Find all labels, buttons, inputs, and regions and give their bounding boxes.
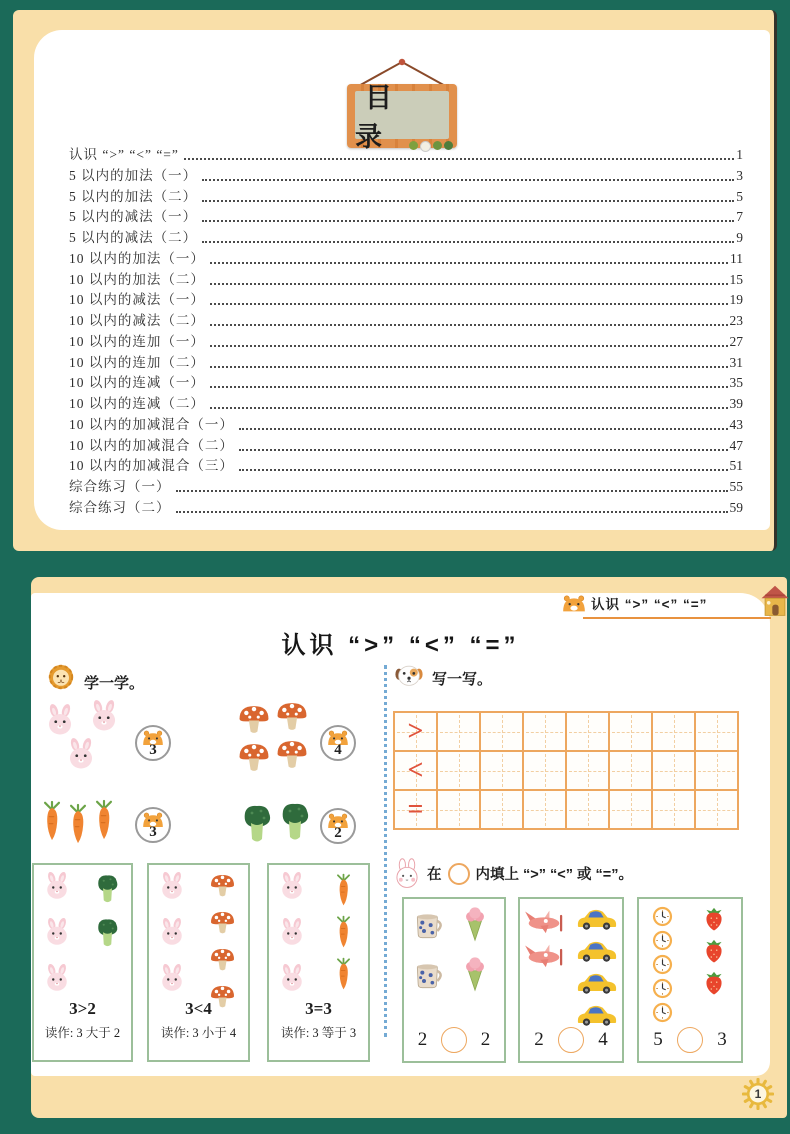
clock-icon	[653, 907, 672, 926]
toc-leader-dots	[210, 303, 728, 305]
mushroom-icon	[211, 949, 234, 970]
toc-sign-title: 目 录	[355, 91, 449, 139]
practice-cell[interactable]	[695, 712, 738, 751]
fill-section-heading	[393, 858, 633, 889]
plane-icon	[525, 945, 561, 968]
car-icon	[578, 974, 616, 994]
ice-cream-icon	[466, 907, 484, 940]
practice-cell[interactable]	[437, 790, 480, 829]
fill-problem-box	[518, 897, 624, 1063]
practice-cell[interactable]	[480, 790, 523, 829]
toc-entry-label: 10 以内的连减（二）	[69, 396, 205, 411]
example-reading: 读作: 3 等于 3	[280, 1026, 357, 1040]
toc-entry-label: 10 以内的加减混合（三）	[69, 458, 234, 474]
toc-entry-page: 59	[729, 499, 743, 515]
carrot-icon	[338, 959, 349, 990]
toc-leader-dots	[184, 158, 734, 160]
toc-entry-page: 31	[729, 354, 743, 370]
lesson-header-tab	[559, 585, 787, 623]
rabbit-icon	[282, 963, 303, 991]
toc-entry-label: 10 以内的加法（二）	[69, 271, 205, 287]
toc-entry	[69, 480, 743, 495]
rabbit-icon	[48, 703, 71, 734]
rabbit-icon	[162, 871, 183, 899]
fill-problem-box	[637, 897, 743, 1063]
toc-entry-page: 27	[729, 333, 743, 349]
count-badge-value: 4	[334, 742, 342, 758]
practice-cell[interactable]	[566, 790, 609, 829]
page-number: 1	[754, 1087, 762, 1101]
practice-cell[interactable]	[695, 751, 738, 790]
toc-leader-dots	[210, 345, 728, 347]
bok-choy-icon	[245, 806, 270, 842]
fill-instruction-prefix: 在	[427, 867, 442, 883]
answer-circle[interactable]	[441, 1027, 467, 1053]
toc-entry-page: 11	[730, 250, 743, 266]
example-expression: 3=3	[305, 999, 332, 1018]
lesson-tab-label: 认识 “>” “<” “=”	[591, 597, 708, 612]
toc-leader-dots	[202, 179, 734, 181]
strawberry-icon	[706, 908, 721, 931]
toc-entry	[69, 418, 743, 433]
carrot-icon	[338, 875, 349, 906]
toc-entry	[69, 335, 743, 350]
car-icon	[578, 942, 616, 962]
rabbit-icon	[69, 737, 92, 768]
toc-page-paper	[34, 30, 770, 530]
plane-icon	[525, 911, 561, 934]
lesson-title: 认识 “>” “<” “=”	[281, 632, 520, 659]
tab-underline	[583, 617, 771, 619]
write-heading-label: 写一写。	[432, 671, 493, 688]
count-badge	[135, 725, 171, 761]
toc-entry	[69, 190, 743, 205]
answer-circle[interactable]	[677, 1027, 703, 1053]
toc-entry-page: 3	[736, 167, 743, 183]
column-divider	[384, 665, 387, 1037]
practice-cell-symbol: =	[394, 790, 437, 829]
practice-cell[interactable]	[566, 751, 609, 790]
practice-cell[interactable]	[437, 712, 480, 751]
clock-icon	[653, 931, 672, 950]
toc-entry-page: 5	[736, 188, 743, 204]
clock-icon	[653, 979, 672, 998]
toc-leader-dots	[176, 511, 728, 513]
bok-choy-icon	[98, 875, 117, 902]
toc-leader-dots	[210, 324, 728, 326]
toc-entry-label: 10 以内的减法（二）	[69, 313, 205, 328]
toc-entry-label: 10 以内的连减（一）	[69, 375, 205, 391]
toc-entry	[69, 148, 743, 163]
toc-entry-page: 47	[729, 437, 743, 453]
fill-answer-row	[404, 1027, 504, 1053]
hamster-icon	[563, 596, 585, 612]
toc-leader-dots	[210, 386, 728, 388]
house-icon	[762, 586, 789, 616]
rabbit-icon	[162, 963, 183, 991]
toc-entry-label: 10 以内的连加（一）	[69, 333, 205, 349]
toc-entry-page: 23	[729, 313, 743, 328]
practice-cell[interactable]	[652, 790, 695, 829]
toc-entry-page: 51	[729, 458, 743, 474]
toc-entry	[69, 439, 743, 454]
fill-problem-box	[402, 897, 506, 1063]
lesson-page	[31, 577, 787, 1118]
toc-list	[69, 148, 743, 516]
rabbit-icon	[47, 871, 68, 899]
practice-cell[interactable]	[652, 751, 695, 790]
rabbit-icon	[92, 699, 115, 730]
toc-entry	[69, 169, 743, 184]
learn-section-heading	[45, 661, 144, 693]
mushroom-icon	[278, 741, 307, 768]
toc-entry-label: 10 以内的加减混合（二）	[69, 437, 234, 453]
practice-cell[interactable]	[523, 751, 566, 790]
strawberry-icon	[706, 972, 721, 995]
practice-cell[interactable]	[566, 712, 609, 751]
toc-leader-dots	[239, 469, 728, 471]
fill-right-value: 3	[717, 1029, 727, 1050]
example-box	[267, 863, 370, 1062]
toc-entry-label: 10 以内的加减混合（一）	[69, 416, 234, 432]
mushroom-icon	[211, 875, 234, 896]
practice-cell[interactable]	[480, 751, 523, 790]
toc-entry-page: 7	[736, 209, 743, 225]
toc-leader-dots	[210, 262, 728, 264]
toc-page	[13, 10, 777, 551]
example-box	[32, 863, 133, 1062]
strawberry-icon	[706, 940, 721, 963]
practice-cell[interactable]	[523, 712, 566, 751]
ice-cream-icon	[466, 957, 484, 990]
toc-leader-dots	[202, 200, 734, 202]
fill-left-value: 2	[534, 1029, 544, 1050]
toc-entry-label: 10 以内的减法（一）	[69, 292, 205, 308]
rabbit-icon	[282, 871, 303, 899]
mushroom-icon	[211, 912, 234, 933]
page-number-badge	[742, 1078, 774, 1110]
toc-entry	[69, 459, 743, 474]
practice-cell[interactable]	[652, 712, 695, 751]
carrot-icon	[97, 801, 111, 839]
answer-circle[interactable]	[558, 1027, 584, 1053]
fill-answer-row	[520, 1027, 622, 1053]
toc-entry-label: 10 以内的加法（一）	[69, 250, 205, 266]
toc-leader-dots	[239, 428, 728, 430]
practice-cell-symbol: <	[394, 751, 437, 790]
cup-icon	[417, 914, 440, 937]
answer-circle[interactable]	[448, 863, 470, 885]
rabbit-icon	[47, 917, 68, 945]
example-reading: 读作: 3 大于 2	[44, 1026, 121, 1040]
fill-right-value: 4	[598, 1029, 608, 1050]
write-section-heading	[393, 661, 492, 689]
toc-entry	[69, 210, 743, 225]
car-icon	[578, 910, 616, 930]
toc-entry-label: 5 以内的减法（一）	[69, 209, 198, 225]
toc-entry	[69, 397, 743, 412]
toc-leader-dots	[239, 449, 728, 451]
toc-entry-label: 5 以内的减法（二）	[69, 230, 198, 245]
clock-icon	[653, 1003, 672, 1022]
rabbit-icon	[282, 917, 303, 945]
rabbit-icon	[47, 963, 68, 991]
practice-cell[interactable]	[695, 790, 738, 829]
toc-entry	[69, 273, 743, 288]
count-badge-value: 2	[334, 825, 342, 841]
fill-right-value: 2	[480, 1029, 491, 1050]
mushroom-icon	[278, 703, 307, 730]
toc-leader-dots	[210, 407, 728, 409]
mushroom-icon	[240, 706, 269, 733]
toc-leader-dots	[176, 490, 728, 492]
dog-icon	[395, 666, 422, 685]
toc-entry-label: 5 以内的加法（一）	[69, 167, 198, 183]
toc-entry-label: 综合练习（一）	[69, 479, 171, 494]
bok-choy-icon	[98, 919, 117, 946]
count-badge-value: 3	[149, 824, 157, 840]
toc-leader-dots	[210, 283, 728, 285]
carrot-icon	[71, 805, 85, 843]
count-badge	[320, 725, 356, 761]
practice-cell-symbol: >	[394, 712, 437, 751]
rabbit-face-icon	[397, 859, 417, 888]
toc-entry-page: 55	[729, 479, 743, 494]
fill-instruction-suffix: 内填上 “>” “<” 或 “=”。	[475, 867, 634, 883]
example-reading: 读作: 3 小于 4	[160, 1026, 237, 1040]
carrot-icon	[45, 802, 59, 840]
practice-cell[interactable]	[437, 751, 480, 790]
practice-cell[interactable]	[609, 751, 652, 790]
toc-leader-dots	[202, 220, 734, 222]
toc-entry	[69, 252, 743, 267]
toc-entry	[69, 231, 743, 246]
practice-cell[interactable]	[609, 712, 652, 751]
toc-entry	[69, 314, 743, 329]
writing-practice-grid[interactable]	[393, 711, 739, 830]
car-icon	[578, 1006, 616, 1026]
count-badge-value: 3	[149, 742, 157, 758]
count-badge	[320, 808, 356, 844]
example-box	[147, 863, 250, 1062]
toc-sign	[327, 56, 477, 156]
toc-entry	[69, 376, 743, 391]
mushroom-icon	[240, 744, 269, 771]
fill-left-value: 5	[653, 1029, 663, 1050]
example-expression: 3>2	[69, 999, 96, 1018]
learn-heading-label: 学一学。	[84, 675, 145, 692]
toc-entry-page: 35	[729, 375, 743, 391]
toc-entry-page: 19	[729, 292, 743, 308]
practice-cell[interactable]	[523, 790, 566, 829]
count-badge	[135, 807, 171, 843]
toc-entry	[69, 356, 743, 371]
toc-entry	[69, 293, 743, 308]
carrot-icon	[338, 917, 349, 948]
practice-cell[interactable]	[480, 712, 523, 751]
fill-answer-row	[639, 1027, 741, 1053]
rabbit-icon	[162, 917, 183, 945]
toc-entry-label: 5 以内的加法（二）	[69, 188, 198, 204]
toc-entry-page: 39	[729, 396, 743, 411]
toc-entry-label: 认识 “>” “<” “=”	[69, 147, 179, 162]
bok-choy-icon	[283, 804, 308, 840]
sign-board	[347, 83, 457, 152]
toc-entry-label: 综合练习（二）	[69, 499, 171, 515]
fill-left-value: 2	[417, 1029, 428, 1050]
toc-entry-label: 10 以内的连加（二）	[69, 354, 205, 370]
cup-icon	[417, 964, 440, 987]
toc-leader-dots	[210, 366, 728, 368]
toc-entry-page: 9	[736, 230, 743, 245]
clock-icon	[653, 955, 672, 974]
toc-entry	[69, 501, 743, 516]
toc-entry-page: 1	[736, 147, 743, 162]
toc-entry-page: 15	[729, 271, 743, 287]
toc-entry-page: 43	[729, 416, 743, 432]
toc-leader-dots	[202, 241, 734, 243]
lion-icon	[49, 665, 73, 689]
example-expression: 3<4	[185, 999, 212, 1018]
practice-cell[interactable]	[609, 790, 652, 829]
